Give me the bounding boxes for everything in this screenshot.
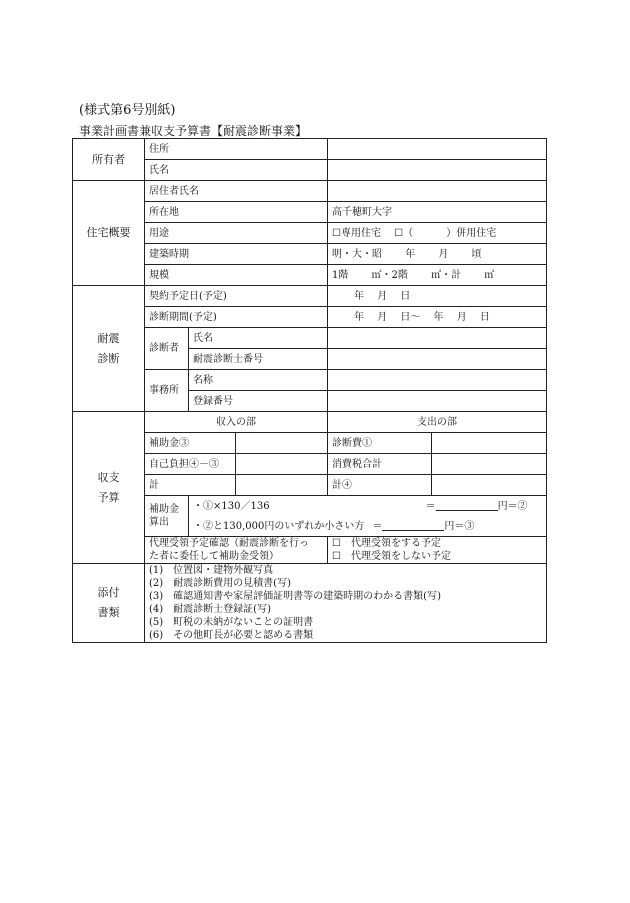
section-housing: 住宅概要 [73,181,145,286]
calc1-blank[interactable] [436,500,498,511]
label-office-registration: 登録番号 [189,391,328,412]
label-diagnoser-number: 耐震診断士番号 [189,349,328,370]
label-diagnoser-name: 氏名 [189,328,328,349]
label-resident-name: 居住者氏名 [145,181,328,202]
plan-budget-table [72,138,547,643]
label-built-date: 建築時期 [145,244,328,265]
calc2-blank[interactable] [382,520,444,531]
calc1-result: 円＝② [497,500,528,512]
field-tax-total[interactable] [432,454,547,475]
expense-header: 支出の部 [328,412,547,433]
form-number: (様式第6号別紙) [79,103,176,118]
label-income-total: 計 [145,475,236,496]
label-contract-date: 契約予定日(予定) [145,286,328,307]
field-contract-date[interactable]: 年 月 日 [328,286,547,307]
label-scale: 規模 [145,265,328,286]
label-diagnosis-fee: 診断費① [328,433,432,454]
field-owner-address[interactable] [328,139,547,160]
attachment-item: (4) 耐震診断士登録証(写) [149,604,271,615]
attachment-item: (1) 位置図・建物外観写真 [149,565,274,576]
calc-row-1 [189,496,547,517]
label-address: 住所 [145,139,328,160]
attachment-item: (5) 町税の未納がないことの証明書 [149,617,314,628]
field-diagnosis-period[interactable]: 年 月 日～ 年 月 日 [328,307,547,328]
field-scale[interactable]: 1階 ㎡・2階 ㎡・計 ㎡ [328,265,547,286]
section-budget [73,412,145,564]
field-office-name[interactable] [328,370,547,391]
field-diagnoser-name[interactable] [328,328,547,349]
label-use: 用途 [145,223,328,244]
field-income-total[interactable] [236,475,328,496]
attachment-item: (3) 確認通知書や家屋評価証明書等の建築時期のわかる書類(写) [149,591,441,602]
proxy-option-yes[interactable]: ☐ 代理受領をする予定 [332,538,441,549]
section-diagnosis [73,286,145,412]
label-location: 所在地 [145,202,328,223]
calc1-formula: ・①×130／136 [193,500,270,512]
label-tax-total: 消費税合計 [328,454,432,475]
field-self-burden[interactable] [236,454,328,475]
form-title: 事業計画書兼収支予算書【耐震診断事業】 [79,124,308,138]
field-resident-name[interactable] [328,181,547,202]
section-owner: 所有者 [73,139,145,181]
label-office: 事務所 [145,370,189,412]
section-diagnosis-line1: 耐震 [97,331,120,345]
label-diagnoser: 診断者 [145,328,189,370]
field-expense-total[interactable] [432,475,547,496]
calc1-equals: ＝ [425,500,436,512]
calc2-result: 円＝③ [444,520,475,532]
label-diagnosis-period: 診断期間(予定) [145,307,328,328]
field-built-date[interactable]: 明・大・昭 年 月 頃 [328,244,547,265]
calc-row-2 [189,516,547,537]
proxy-option-no[interactable]: ☐ 代理受領をしない予定 [332,551,451,562]
field-subsidy-amount[interactable] [236,433,328,454]
calc2-formula: ・②と130,000円のいずれか小さい方 [193,520,365,532]
field-diagnoser-number[interactable] [328,349,547,370]
section-budget-line1: 収支 [97,470,120,484]
field-location[interactable]: 高千穂町大字 [328,202,547,223]
field-owner-name[interactable] [328,160,547,181]
calc2-equals: ＝ [372,520,383,532]
label-subsidy: 補助金③ [145,433,236,454]
field-office-registration[interactable] [328,391,547,412]
label-subsidy-calculation-line2: 算出 [149,517,169,528]
label-self-burden: 自己負担④－③ [145,454,236,475]
label-subsidy-calculation [145,496,189,537]
section-diagnosis-line2: 診断 [97,351,120,365]
label-proxy-receipt [145,537,328,564]
section-attachments-line2: 書類 [97,606,120,619]
label-proxy-receipt-line1: 代理受領予定確認（耐震診断を行っ [149,538,309,549]
attachment-item: (6) その他町長が必要と認める書類 [149,630,314,641]
label-expense-total: 計④ [328,475,432,496]
label-office-name: 名称 [189,370,328,391]
section-budget-line2: 予算 [97,490,120,504]
label-owner-name: 氏名 [145,160,328,181]
income-header: 収入の部 [145,412,328,433]
field-diagnosis-fee[interactable] [432,433,547,454]
field-use[interactable]: ☐専用住宅 ☐（ ）併用住宅 [328,223,547,244]
label-subsidy-calculation-line1: 補助金 [149,504,179,515]
section-attachments-line1: 添付 [97,586,120,599]
proxy-receipt-options [328,537,547,564]
attachment-item: (2) 耐震診断費用の見積書(写) [149,578,291,589]
attachment-list [145,564,547,643]
label-proxy-receipt-line2: た者に委任して補助金受領） [149,551,279,562]
section-attachments [73,564,145,643]
